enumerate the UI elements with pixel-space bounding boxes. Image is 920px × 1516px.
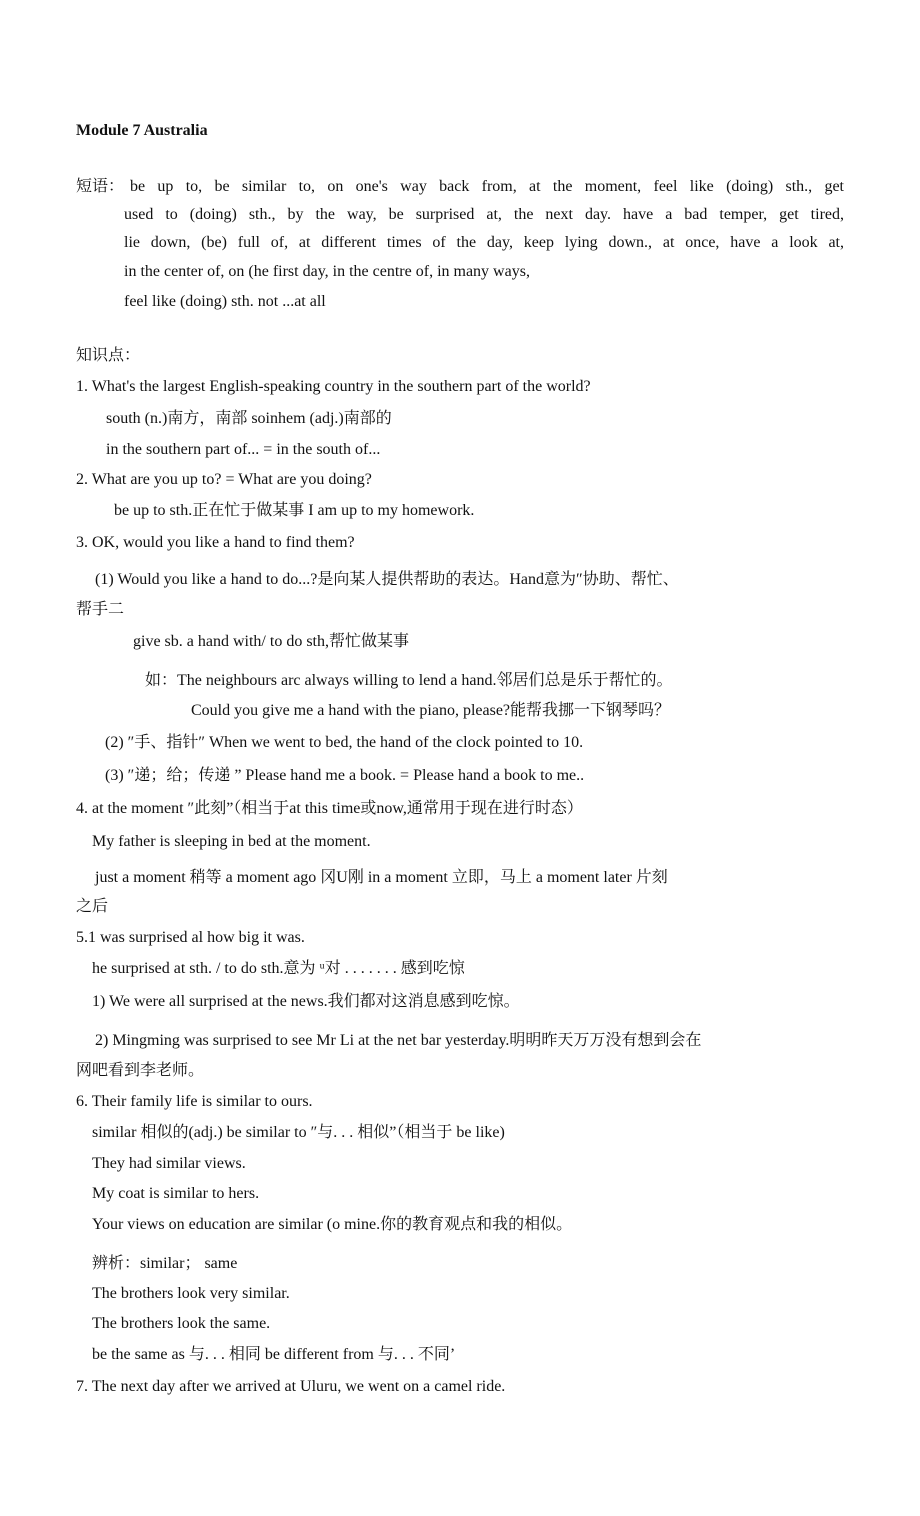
point-line: Your views on education are similar (o mine.你的教育观点和我的相似。 xyxy=(92,1216,573,1233)
point-line: (3) ″递；给；传递 ” Please hand me a book. = Please hand a book to me.. xyxy=(105,767,585,784)
point-line: south (n.)南方，南部 soinhem (adj.)南部的 xyxy=(106,410,392,427)
point-line: give sb. a hand with/ to do sth,帮忙做某事 xyxy=(133,633,409,650)
knowledge-heading: 知识点： xyxy=(76,347,141,364)
point-line: The brothers look the same. xyxy=(92,1315,271,1332)
point-line: 2. What are you up to? = What are you doing? xyxy=(76,471,372,488)
point-line: 3. OK, would you like a hand to find them? xyxy=(76,534,355,551)
point-line: (1) Would you like a hand to do...?是向某人提供帮助的表达。Hand意为″协助、帮忙、 xyxy=(95,571,679,588)
point-line: They had similar views. xyxy=(92,1155,246,1172)
point-line: be up to sth.正在忙于做某事 I am up to my homework. xyxy=(114,502,475,519)
phrases-line: be up to, be similar to, on one's way back from, at the moment, feel like (doing) sth., get xyxy=(130,178,844,195)
point-line: Could you give me a hand with the piano, please?能帮我挪一下钢琴吗？ xyxy=(191,702,671,719)
point-line: be the same as 与. . . 相同 be different from 与. . . 不同’ xyxy=(92,1346,456,1363)
point-line: 4. at the moment ″此刻”（相当于at this time或now,通常用于现在进行时态） xyxy=(76,800,583,817)
point-line: he surprised at sth. / to do sth.意为 ᵘ对 . . . . . . . 感到吃惊 xyxy=(92,960,465,977)
point-line: just a moment 稍等 a moment ago 冈U刚 in a moment 立即，马上 a moment later 片刻 xyxy=(95,869,668,886)
point-line: (2) ″手、指针″ When we went to bed, the hand of the clock pointed to 10. xyxy=(105,734,584,751)
point-line: 1) We were all surprised at the news.我们都对这消息感到吃惊。 xyxy=(92,993,520,1010)
point-line: 6. Their family life is similar to ours. xyxy=(76,1093,313,1110)
point-line: 帮手二 xyxy=(76,601,125,618)
point-line: 网吧看到李老师。 xyxy=(76,1062,205,1079)
phrases-line: used to (doing) sth., by the way, be surprised at, the next day. have a bad temper, get tired, xyxy=(124,206,844,223)
point-line: 7. The next day after we arrived at Uluru, we went on a camel ride. xyxy=(76,1378,506,1395)
point-line: 5.1 was surprised al how big it was. xyxy=(76,929,305,946)
point-line: My coat is similar to hers. xyxy=(92,1185,260,1202)
point-line: 如：The neighbours arc always willing to lend a hand.邻居们总是乐于帮忙的。 xyxy=(145,672,673,689)
point-line: in the southern part of... = in the south of... xyxy=(106,441,381,458)
point-line: My father is sleeping in bed at the moment. xyxy=(92,833,371,850)
point-line: 之后 xyxy=(76,898,109,915)
point-line: 辨析：similar； same xyxy=(92,1255,238,1272)
page-title: Module 7 Australia xyxy=(76,122,208,139)
point-line: similar 相似的(adj.) be similar to ″与. . . 相似”（相当于 be like) xyxy=(92,1124,505,1141)
phrases-line: lie down, (be) full of, at different times of the day, keep lying down., at once, have a look at, xyxy=(124,234,844,251)
point-line: 1. What's the largest English-speaking country in the southern part of the world? xyxy=(76,378,591,395)
point-line: The brothers look very similar. xyxy=(92,1285,290,1302)
point-line: 2) Mingming was surprised to see Mr Li at the net bar yesterday.明明昨天万万没有想到会在 xyxy=(95,1032,702,1049)
phrases-label: 短语： xyxy=(76,178,125,195)
phrases-line: in the center of, on (he first day, in the centre of, in many ways, xyxy=(124,263,530,280)
phrases-line: feel like (doing) sth. not ...at all xyxy=(124,293,326,310)
